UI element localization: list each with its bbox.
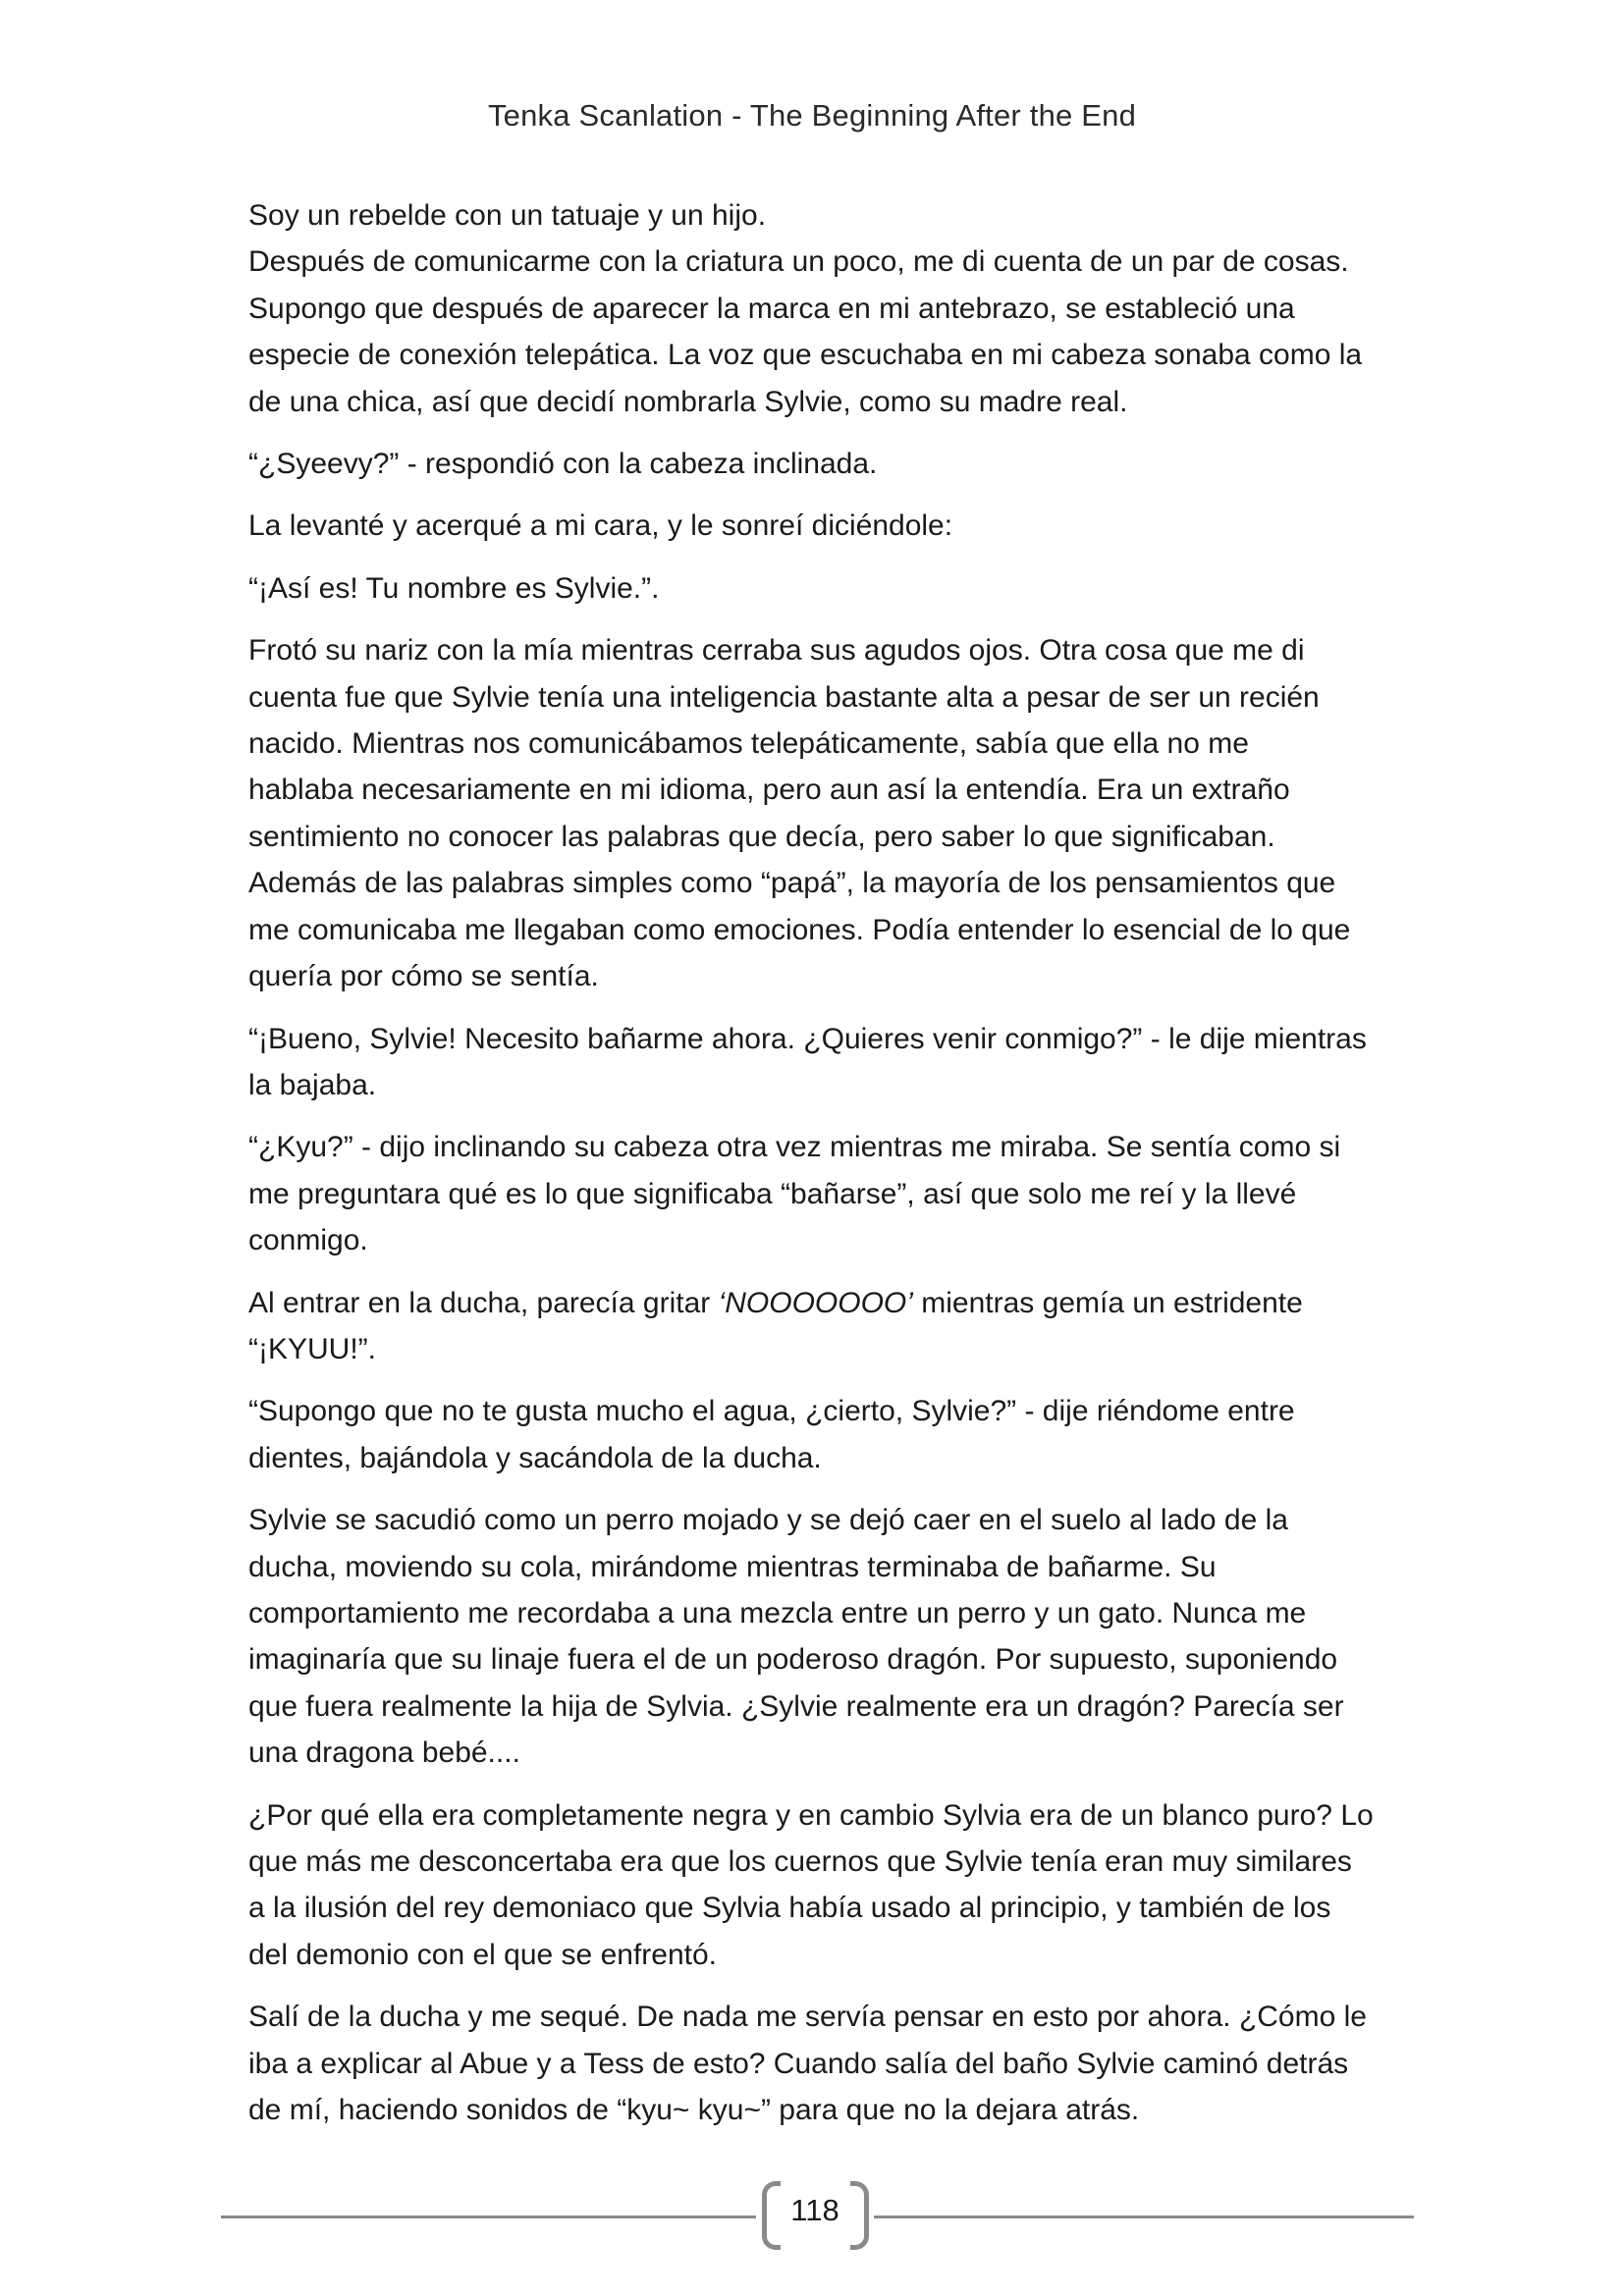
text-line: sentimiento no conocer las palabras que decía, pero saber lo que significaban. xyxy=(248,820,1275,853)
right-bracket-icon xyxy=(850,2181,869,2250)
text-line: de una chica, así que decidí nombrarla Sylvie, como su madre real. xyxy=(248,385,1128,418)
text-line: “¿Kyu?” - dijo inclinando su cabeza otra vez mientras me miraba. Se sentía como si xyxy=(248,1131,1341,1164)
page-number: 118 xyxy=(790,2193,839,2227)
text-line: nacido. Mientras nos comunicábamos telepáticamente, sabía que ella no me xyxy=(248,727,1249,761)
paragraph-11 xyxy=(248,1497,1407,1776)
paragraph-8 xyxy=(248,1124,1407,1263)
paragraph-4 xyxy=(248,503,1407,549)
text-line: me comunicaba me llegaban como emociones. Podía entender lo esencial de lo que xyxy=(248,913,1351,946)
text-run: mientras gemía un estridente xyxy=(912,1286,1303,1319)
text-line: que fuera realmente la hija de Sylvia. ¿Sylvie realmente era un dragón? Parecía ser xyxy=(248,1689,1344,1723)
text-line: Supongo que después de aparecer la marca en mi antebrazo, se estableció una xyxy=(248,292,1295,325)
text-line: Después de comunicarme con la criatura un poco, me di cuenta de un par de cosas. xyxy=(248,245,1349,279)
footer-divider-right xyxy=(874,2216,1414,2218)
text-line: Soy un rebelde con un tatuaje y un hijo. xyxy=(248,199,767,232)
paragraph-10 xyxy=(248,1388,1407,1481)
footer-divider-left xyxy=(221,2216,756,2218)
text-line: a la ilusión del rey demoniaco que Sylvia había usado al principio, y también de los xyxy=(248,1892,1331,1925)
text-line: ¿Por qué ella era completamente negra y en cambio Sylvia era de un blanco puro? Lo xyxy=(248,1798,1374,1832)
text-run: Al entrar en la ducha, parecía gritar xyxy=(248,1286,719,1319)
paragraph-1 xyxy=(248,192,1407,239)
page-header-title: Tenka Scanlation - The Beginning After the End xyxy=(487,98,1137,133)
text-line: de mí, haciendo sonidos de “kyu~ kyu~” para que no la dejara atrás. xyxy=(248,2094,1140,2127)
text-line: conmigo. xyxy=(248,1224,368,1257)
text-line: del demonio con el que se enfrentó. xyxy=(248,1938,717,1971)
text-line: especie de conexión telepática. La voz que escuchaba en mi cabeza sonaba como la xyxy=(248,339,1363,372)
text-line xyxy=(248,1326,1407,1372)
text-line: una dragona bebé.... xyxy=(248,1736,520,1770)
paragraph-3 xyxy=(248,441,1407,487)
text-line: me preguntara qué es lo que significaba “bañarse”, así que solo me reí y la llevé xyxy=(248,1177,1297,1210)
paragraph-9 xyxy=(248,1280,1407,1373)
text-line: Sylvie se sacudió como un perro mojado y se dejó caer en el suelo al lado de la xyxy=(248,1504,1288,1537)
text-line: imaginaría que su linaje fuera el de un poderoso dragón. Por supuesto, suponiendo xyxy=(248,1643,1338,1677)
text-line: comportamiento me recordaba a una mezcla entre un perro y un gato. Nunca me xyxy=(248,1596,1307,1629)
text-line: Salí de la ducha y me sequé. De nada me servía pensar en esto por ahora. ¿Cómo le xyxy=(248,2001,1367,2034)
text-line xyxy=(248,1280,1407,1326)
document-body xyxy=(248,192,1407,2149)
paragraph-12 xyxy=(248,1792,1407,1979)
text-line: Frotó su nariz con la mía mientras cerraba sus agudos ojos. Otra cosa que me di xyxy=(248,634,1305,667)
text-line: quería por cómo se sentía. xyxy=(248,960,599,993)
text-line: Además de las palabras simples como “papá”, la mayoría de los pensamientos que xyxy=(248,867,1336,900)
text-line: que más me desconcertaba era que los cuernos que Sylvie tenía eran muy similares xyxy=(248,1845,1352,1878)
paragraph-5 xyxy=(248,565,1407,612)
paragraph-2 xyxy=(248,239,1407,425)
page-footer xyxy=(0,2181,1624,2250)
text-line: la bajaba. xyxy=(248,1068,377,1101)
text-line: hablaba necesariamente en mi idioma, pero aun así la entendía. Era un extraño xyxy=(248,774,1290,807)
text-line: “¡Así es! Tu nombre es Sylvie.”. xyxy=(248,571,660,605)
text-line: dientes, bajándola y sacándola de la ducha. xyxy=(248,1441,822,1474)
paragraph-6 xyxy=(248,627,1407,999)
text-line: “¿Syeevy?” - respondió con la cabeza inclinada. xyxy=(248,448,878,481)
text-line: “Supongo que no te gusta mucho el agua, ¿cierto, Sylvie?” - dije riéndome entre xyxy=(248,1395,1295,1428)
paragraph-13 xyxy=(248,1994,1407,2133)
text-line: cuenta fue que Sylvie tenía una inteligencia bastante alta a pesar de ser un recién xyxy=(248,680,1320,714)
text-run: “¡KYUU!”. xyxy=(248,1332,376,1365)
text-line: La levanté y acerqué a mi cara, y le sonreí diciéndole: xyxy=(248,509,953,543)
paragraph-7 xyxy=(248,1016,1407,1109)
italic-text-run: ‘NOOOOOOO’ xyxy=(718,1286,913,1319)
text-line: “¡Bueno, Sylvie! Necesito bañarme ahora. ¿Quieres venir conmigo?” - le dije mientras xyxy=(248,1022,1367,1055)
text-line: iba a explicar al Abue y a Tess de esto? Cuando salía del baño Sylvie caminó detrás xyxy=(248,2047,1349,2080)
text-line: ducha, moviendo su cola, mirándome mientras terminaba de bañarme. Su xyxy=(248,1550,1217,1583)
